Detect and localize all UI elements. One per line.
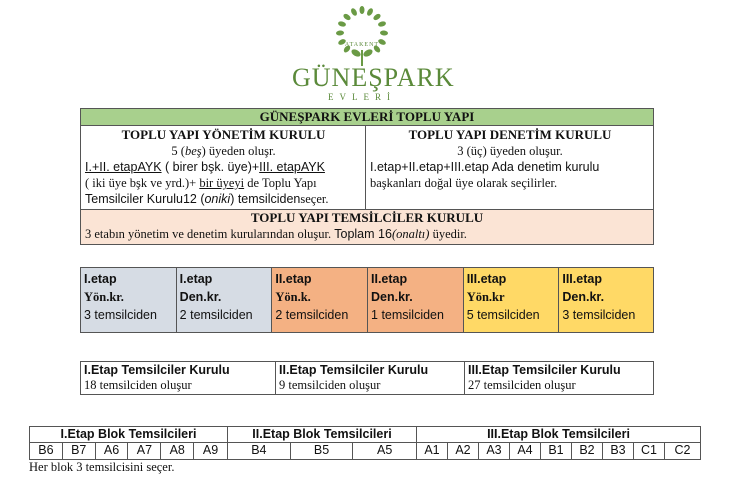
council-title: TOPLU YAPI TEMSİLCİLER KURULU [250, 210, 484, 225]
blok-cell: B5 [291, 443, 354, 459]
gunespark-logo [292, 6, 455, 104]
blok-header: III.Etap Blok Temsilcileri [487, 427, 630, 441]
blok-cell: A3 [479, 443, 510, 459]
blok-cell: B6 [30, 443, 63, 459]
blok-body-row [30, 443, 700, 459]
blok-cell: A9 [202, 443, 219, 457]
blok-header-row [30, 427, 700, 443]
yonetim-line3: ( iki üye bşk ve yrd.)+ bir üyeyi de Toplu Yapı [85, 176, 317, 190]
etap-cell: I.etap Den.kr. 2 temsilciden [177, 268, 273, 332]
blok-cell: B2 [572, 443, 603, 459]
main-title: GÜNEŞPARK EVLERİ TOPLU YAPI [81, 109, 653, 126]
yonetim-line1: 5 (beş) üyeden oluşr. [171, 144, 276, 158]
yonetim-line2: I.+II. etapAYK ( birer bşk. üye)+III. etapAYK [85, 160, 325, 174]
blok-cell: B7 [63, 443, 96, 459]
blok-cell: B3 [603, 443, 634, 459]
etap2-kurul-cell: II.Etap Temsilciler Kurulu 9 temsilciden oluşur [276, 362, 465, 394]
logo-subtitle: EVLERİ [328, 92, 396, 102]
denetim-line2: I.etap+II.etap+III.etap Ada denetim kurulu [370, 160, 600, 174]
blok-cell: C1 [634, 443, 665, 459]
etap-cell: III.etap Den.kr. 3 temsilciden [559, 268, 653, 332]
blok-temsilcileri-table [29, 426, 701, 460]
temsilciler-kurulu-cell [81, 210, 653, 244]
denetim-line3: başkanları doğal üye olarak seçilirler. [370, 176, 558, 190]
blok-cell: A1 [417, 443, 448, 459]
kurul-row [81, 126, 653, 210]
etap2-blok-group [228, 443, 417, 459]
yonetim-title: TOPLU YAPI YÖNETİM KURULU [121, 127, 326, 142]
blok-cell: A6 [96, 443, 129, 459]
yonetim-line4: Temsilciler Kurulu12 (oniki) temsilcidenseçer. [85, 192, 329, 206]
etap-cell: II.etap Yön.k. 2 temsilciden [272, 268, 368, 332]
denetim-title: TOPLU YAPI DENETİM KURULU [408, 127, 612, 142]
toplu-yapi-table [80, 108, 654, 245]
etap-grid [80, 267, 654, 333]
etap-cell: III.etap Yön.kr 5 temsilciden [464, 268, 560, 332]
denetim-line1: 3 (üç) üyeden oluşur. [457, 144, 563, 158]
blok-header: I.Etap Blok Temsilcileri [30, 427, 228, 442]
etap1-blok-group [30, 443, 228, 459]
blok-cell: A2 [448, 443, 479, 459]
blok-cell: B1 [541, 443, 572, 459]
etap-cell: II.etap Den.kr. 1 temsilciden [368, 268, 464, 332]
council-text: 3 etabın yönetim ve denetim kurularından oluşur. Toplam 16(onaltı) üyedir. [85, 227, 467, 241]
etap-kurullari-row [80, 361, 654, 395]
blok-cell: A8 [161, 443, 194, 459]
blok-cell: A5 [377, 443, 393, 457]
etap1-kurul-cell: I.Etap Temsilciler Kurulu 18 temsilciden oluşur [81, 362, 276, 394]
tree-leaves-icon [332, 6, 392, 68]
blok-cell: B4 [228, 443, 291, 459]
yonetim-kurulu-cell [81, 126, 366, 209]
denetim-kurulu-cell [366, 126, 653, 209]
footnote: Her blok 3 temsilcisini seçer. [29, 460, 175, 474]
blok-header: II.Etap Blok Temsilcileri [228, 427, 417, 442]
etap-cell: I.etap Yön.kr. 3 temsilciden [81, 268, 177, 332]
blok-cell: C2 [674, 443, 691, 457]
logo-name: GÜNEŞPARK [292, 63, 455, 92]
blok-cell: A4 [510, 443, 541, 459]
etap3-blok-group [417, 443, 700, 459]
logo-small-text: ATAKENT [344, 42, 380, 48]
blok-cell: A7 [128, 443, 161, 459]
etap3-kurul-cell: III.Etap Temsilciler Kurulu 27 temsilciden oluşur [468, 363, 621, 392]
